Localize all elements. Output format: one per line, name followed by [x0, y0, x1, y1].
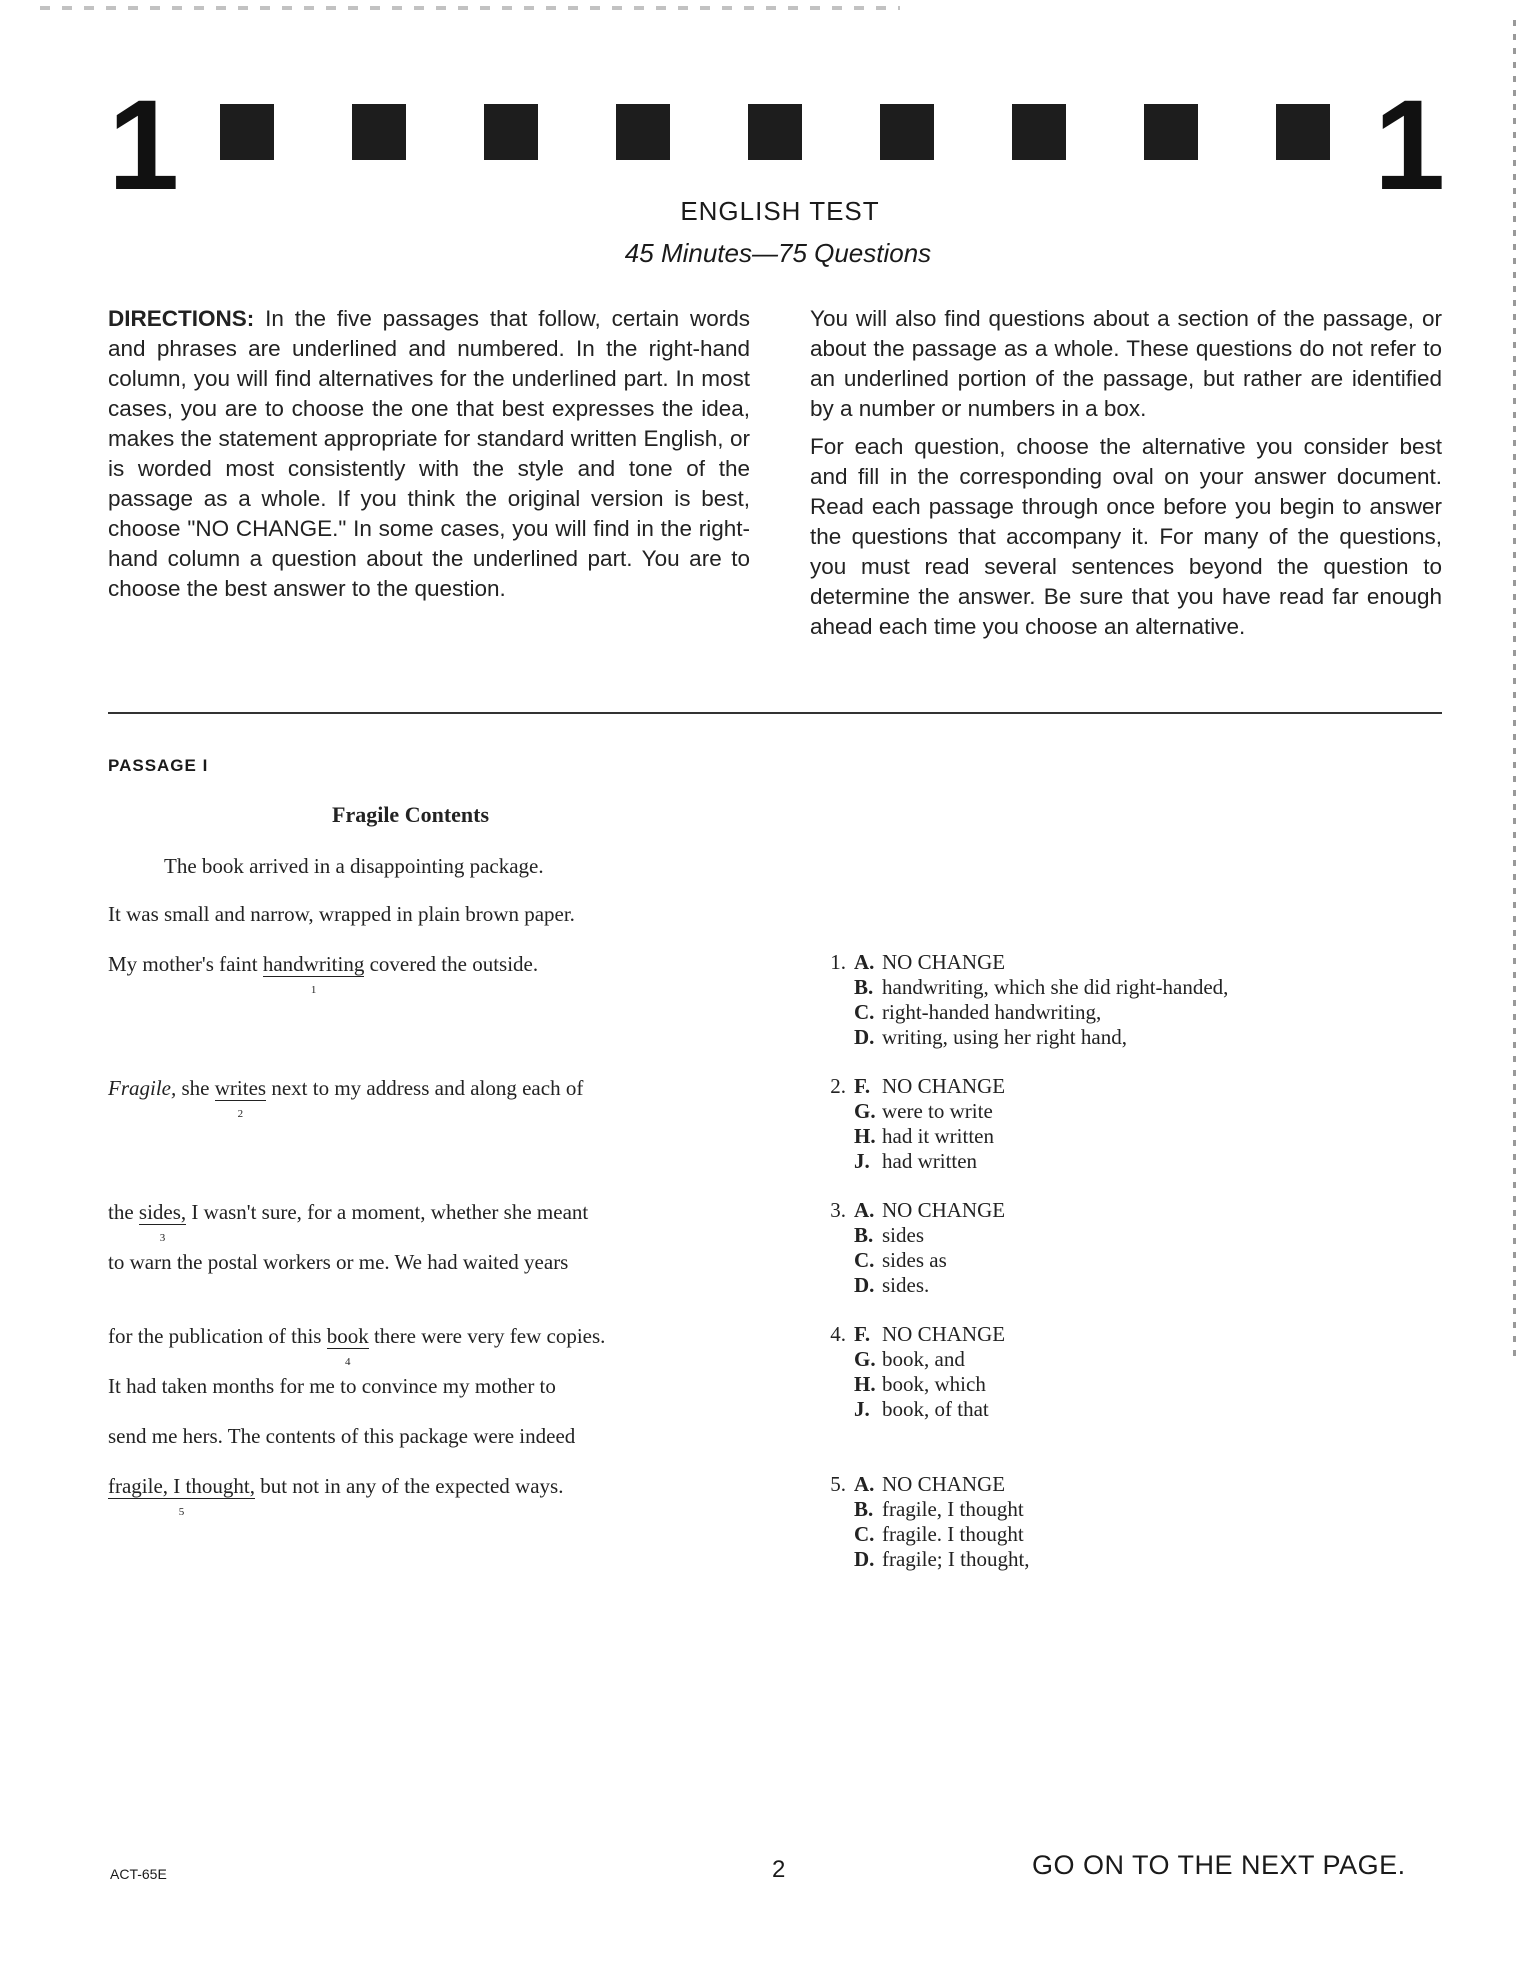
underlined-part-1[interactable]: [262, 952, 365, 996]
underlined-text: sides,: [138, 1200, 187, 1224]
option-text[interactable]: NO CHANGE: [882, 1198, 1006, 1222]
question-ref-number: 1: [310, 984, 317, 996]
option-text[interactable]: were to write: [882, 1099, 993, 1123]
passage-line: [108, 1324, 606, 1368]
option-letter[interactable]: D.: [854, 1547, 875, 1571]
passage-line: [108, 1200, 589, 1244]
section-number-right: 1: [1374, 74, 1446, 217]
question-4: [812, 1322, 1005, 1422]
option-text[interactable]: sides: [882, 1223, 924, 1247]
option-letter[interactable]: J.: [854, 1149, 870, 1173]
test-title: ENGLISH TEST: [680, 196, 880, 226]
option-letter[interactable]: B.: [854, 975, 874, 999]
passage-text: for the publication of this: [108, 1324, 327, 1348]
form-code: ACT-65E: [110, 1866, 167, 1882]
option-letter[interactable]: D.: [854, 1273, 875, 1297]
option-text[interactable]: book, of that: [882, 1397, 989, 1421]
passage-line: to warn the postal workers or me. We had waited years: [108, 1250, 569, 1274]
scan-noise-top: [40, 6, 900, 10]
passage-italic-word: Fragile,: [108, 1076, 177, 1100]
passage-text: covered the outside.: [364, 952, 539, 976]
underlined-part-4[interactable]: [326, 1324, 369, 1368]
option-text[interactable]: book, which: [882, 1372, 986, 1396]
passage-line: It was small and narrow, wrapped in plain brown paper.: [108, 902, 575, 926]
question-3: [812, 1198, 1005, 1298]
question-ref-number: 2: [237, 1108, 244, 1120]
question-ref-number: 5: [178, 1506, 185, 1518]
passage-line: It had taken months for me to convince my mother to: [108, 1374, 556, 1398]
option-text[interactable]: sides as: [882, 1248, 947, 1272]
underlined-text: writes: [214, 1076, 267, 1100]
header-block: [352, 104, 406, 160]
option-letter[interactable]: A.: [854, 950, 875, 974]
passage-text: she: [176, 1076, 215, 1100]
passage-text: the: [108, 1200, 139, 1224]
directions-left-text: In the five passages that follow, certain words and phrases are underlined and numbered. In the right-hand column, you will find alternatives for the underlined part. In most cases, you are to choose the one that best expresses the idea, makes the statement appropriate for standard written English, or is worded most consistently with the style and tone of the passage as a whole. If you think the original version is best, choose "NO CHANGE." In some cases, you will find in the right-hand column a question about the underlined part. You are to choose the best answer to the question.: [108, 306, 750, 601]
underlined-text: book: [326, 1324, 369, 1348]
option-text[interactable]: NO CHANGE: [882, 1472, 1006, 1496]
question-number: 3.: [830, 1198, 846, 1222]
question-ref-number: 4: [344, 1356, 351, 1368]
header-block: [880, 104, 934, 160]
option-text[interactable]: right-handed handwriting,: [882, 1000, 1102, 1024]
underlined-part-2[interactable]: [214, 1076, 267, 1120]
option-letter[interactable]: B.: [854, 1497, 874, 1521]
option-letter[interactable]: C.: [854, 1248, 875, 1272]
header-block: [1012, 104, 1066, 160]
question-1: [812, 950, 1228, 1050]
option-text[interactable]: NO CHANGE: [882, 1322, 1006, 1346]
option-letter[interactable]: B.: [854, 1223, 874, 1247]
question-2: [812, 1074, 1005, 1174]
option-text[interactable]: book, and: [882, 1347, 965, 1371]
option-letter[interactable]: C.: [854, 1000, 875, 1024]
option-text[interactable]: NO CHANGE: [882, 1074, 1006, 1098]
test-subtitle: 45 Minutes—75 Questions: [624, 238, 932, 268]
option-letter[interactable]: H.: [854, 1372, 876, 1396]
directions-right-para-1: You will also find questions about a section of the passage, or about the passage as a whole. These questions do not refer to an underlined portion of the passage, but rather are identified by a number or numbers in a box.: [810, 306, 1442, 421]
option-letter[interactable]: J.: [854, 1397, 870, 1421]
question-5: [812, 1472, 1030, 1572]
header-block: [748, 104, 802, 160]
question-number: 5.: [830, 1472, 846, 1496]
section-divider: [108, 712, 1442, 714]
option-text[interactable]: sides.: [882, 1273, 930, 1297]
passage-title: Fragile Contents: [332, 802, 490, 827]
next-page-notice: GO ON TO THE NEXT PAGE.: [1032, 1850, 1406, 1880]
underlined-text: handwriting: [262, 952, 365, 976]
option-letter[interactable]: G.: [854, 1347, 876, 1371]
option-letter[interactable]: F.: [854, 1322, 871, 1346]
option-text[interactable]: fragile. I thought: [882, 1522, 1024, 1546]
header-block: [616, 104, 670, 160]
passage-line: [108, 1474, 564, 1518]
directions-right: [810, 304, 1442, 650]
section-number-left: 1: [108, 74, 180, 217]
underlined-part-5[interactable]: [108, 1474, 255, 1518]
question-number: 1.: [830, 950, 846, 974]
directions-label: DIRECTIONS:: [108, 306, 255, 331]
question-number: 2.: [830, 1074, 846, 1098]
header-block: [220, 104, 274, 160]
underlined-text: fragile, I thought,: [108, 1474, 255, 1498]
passage-line: The book arrived in a disappointing package.: [164, 854, 544, 878]
passage-label: PASSAGE I: [108, 756, 209, 775]
passage-line: [108, 1076, 584, 1120]
underlined-part-3[interactable]: [138, 1200, 187, 1244]
header-block: [1144, 104, 1198, 160]
header-block: [484, 104, 538, 160]
option-letter[interactable]: A.: [854, 1198, 875, 1222]
passage-text: next to my address and along each of: [266, 1076, 584, 1100]
option-text[interactable]: had written: [882, 1149, 978, 1173]
option-letter[interactable]: G.: [854, 1099, 876, 1123]
question-ref-number: 3: [159, 1232, 166, 1244]
directions-right-para-2: For each question, choose the alternative you consider best and fill in the corresponding oval on your answer document. Read each passage through once before you begin to answer the questions that accompany it. For many of the questions, you must read several sentences beyond the question to determine the answer. Be sure that you have read far enough ahead each time you choose an alternative.: [810, 434, 1442, 639]
option-letter[interactable]: H.: [854, 1124, 876, 1148]
passage-text: but not in any of the expected ways.: [254, 1474, 564, 1498]
option-text[interactable]: fragile; I thought,: [882, 1547, 1030, 1571]
header-block: [1276, 104, 1330, 160]
option-letter[interactable]: F.: [854, 1074, 871, 1098]
option-text[interactable]: had it written: [882, 1124, 994, 1148]
option-letter[interactable]: D.: [854, 1025, 875, 1049]
passage-text: My mother's faint: [108, 952, 263, 976]
passage-text: I wasn't sure, for a moment, whether she meant: [186, 1200, 589, 1224]
scan-noise-right-edge: [1513, 20, 1516, 1360]
option-text[interactable]: NO CHANGE: [882, 950, 1006, 974]
question-number: 4.: [830, 1322, 846, 1346]
option-text[interactable]: writing, using her right hand,: [882, 1025, 1127, 1049]
option-text[interactable]: handwriting, which she did right-handed,: [882, 975, 1229, 999]
option-letter[interactable]: C.: [854, 1522, 875, 1546]
passage-line: send me hers. The contents of this package were indeed: [108, 1424, 576, 1448]
page-number: 2: [772, 1856, 786, 1883]
option-letter[interactable]: A.: [854, 1472, 875, 1496]
option-text[interactable]: fragile, I thought: [882, 1497, 1024, 1521]
passage-line: [108, 952, 539, 996]
passage-text: there were very few copies.: [368, 1324, 606, 1348]
directions-left: [108, 304, 750, 612]
